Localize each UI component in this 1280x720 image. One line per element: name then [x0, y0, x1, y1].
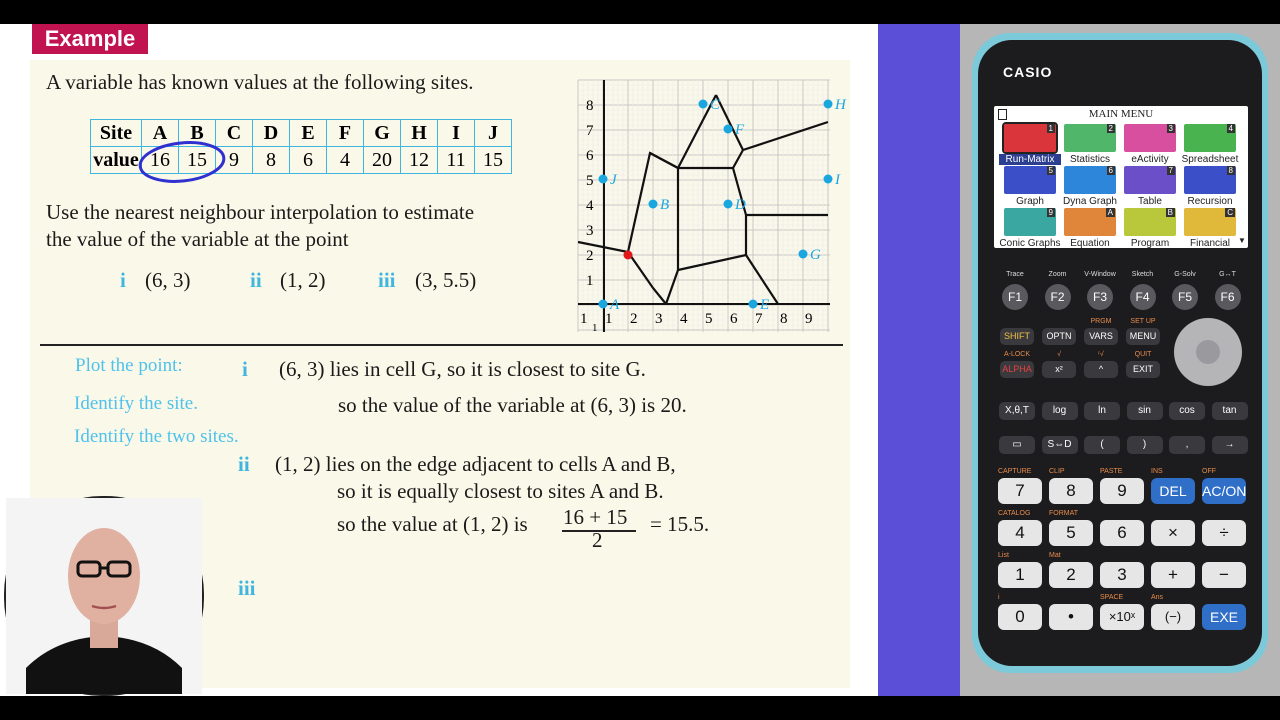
value-cell: 20: [364, 147, 401, 174]
x-tick-label: 1: [605, 311, 613, 327]
presenter-image: [6, 498, 202, 694]
key-function[interactable]: cos: [1169, 402, 1205, 420]
menu-tile-number: A: [1107, 208, 1113, 217]
menu-tile-number: 8: [1228, 166, 1233, 175]
y-tick-label: 1: [586, 273, 594, 289]
x-tick-label: 9: [805, 311, 813, 327]
fkey-f6[interactable]: F6: [1215, 284, 1241, 310]
x-tick-label: 2: [630, 311, 638, 327]
graph-query-point: [624, 251, 633, 260]
question-line-2: the value of the variable at the point: [46, 227, 349, 251]
site-cell: E: [290, 120, 327, 147]
part-i-point: (6, 3): [145, 268, 191, 292]
site-label: E: [760, 297, 770, 313]
menu-tile-icon[interactable]: [1004, 124, 1056, 152]
fraction-numerator: 16 + 15: [563, 505, 628, 529]
y-tick-label: 2: [586, 248, 594, 264]
key-exit[interactable]: EXIT: [1126, 361, 1160, 378]
value-cell: 4: [327, 147, 364, 174]
key-secondary-label: CLIP: [1049, 468, 1065, 475]
key-secondary-label: QUIT: [1134, 351, 1152, 358]
menu-tile-number: B: [1167, 208, 1173, 217]
key-num[interactable]: 4: [998, 520, 1042, 546]
menu-tile-icon[interactable]: [1064, 208, 1116, 236]
key-num[interactable]: −: [1202, 562, 1246, 588]
menu-tile-icon[interactable]: [1064, 166, 1116, 194]
key-num[interactable]: EXE: [1202, 604, 1246, 630]
handwritten-circle-annotation: [136, 138, 228, 190]
key-secondary-label: INS: [1151, 468, 1163, 475]
dpad-center: [1196, 340, 1220, 364]
key-num[interactable]: 0: [998, 604, 1042, 630]
site-cell: B: [179, 120, 216, 147]
part-i-label: i: [120, 268, 126, 292]
value-cell: 15: [475, 147, 512, 174]
key-function[interactable]: tan: [1212, 402, 1248, 420]
site-point: [649, 200, 658, 209]
menu-tile-label[interactable]: Recursion: [1187, 196, 1233, 207]
key-secondary-label: CATALOG: [998, 510, 1031, 517]
key-function[interactable]: ▭: [999, 436, 1035, 454]
key-num[interactable]: AC/ON: [1202, 478, 1246, 504]
part-ii-label: ii: [250, 268, 262, 292]
key-caret[interactable]: ^: [1084, 361, 1118, 378]
site-label: G: [810, 247, 821, 263]
question-line-1: Use the nearest neighbour interpolation to estimate: [46, 200, 475, 224]
key-secondary-label: √: [1057, 351, 1061, 358]
scroll-down-icon: ▼: [1238, 236, 1246, 245]
menu-tile-icon[interactable]: [1124, 208, 1176, 236]
menu-tile-label[interactable]: Dyna Graph: [1063, 196, 1117, 207]
fkey-f1[interactable]: F1: [1002, 284, 1028, 310]
site-cell: A: [142, 120, 179, 147]
menu-tile-label[interactable]: Graph: [1016, 196, 1044, 207]
site-label: C: [710, 97, 721, 113]
key-num[interactable]: 5: [1049, 520, 1093, 546]
y-tick-label: 7: [586, 123, 594, 139]
sol-i-line2: so the value of the variable at (6, 3) is 20.: [338, 393, 687, 417]
menu-title: MAIN MENU: [1088, 108, 1154, 120]
sol-ii-result: = 15.5.: [650, 512, 710, 536]
site-point: [599, 175, 608, 184]
key-secondary-label: PASTE: [1100, 468, 1123, 475]
x-tick-label: 5: [705, 311, 713, 327]
site-cell: H: [401, 120, 438, 147]
hint-identify-site: Identify the site.: [74, 393, 198, 414]
memo-icon: [998, 109, 1007, 120]
value-cell: 6: [290, 147, 327, 174]
key-num[interactable]: •: [1049, 604, 1093, 630]
x-tick-label: 7: [755, 311, 763, 327]
key-optn[interactable]: OPTN: [1042, 328, 1076, 345]
key-menu[interactable]: MENU: [1126, 328, 1160, 345]
intro-text: A variable has known values at the following sites.: [46, 70, 474, 94]
menu-tile-label[interactable]: Conic Graphs: [999, 238, 1061, 249]
key-num[interactable]: 6: [1100, 520, 1144, 546]
example-tag: Example: [32, 24, 148, 54]
hint-plot-point: Plot the point:: [75, 355, 183, 376]
key-function[interactable]: (: [1084, 436, 1120, 454]
menu-tile-icon[interactable]: [1004, 208, 1056, 236]
key-num[interactable]: 8: [1049, 478, 1093, 504]
key-secondary-label: SET UP: [1130, 318, 1156, 325]
key-secondary-label: Ans: [1151, 594, 1164, 601]
dpad[interactable]: [1174, 318, 1242, 386]
site-label: J: [610, 172, 617, 188]
key-num[interactable]: (−): [1151, 604, 1195, 630]
divider: [40, 344, 843, 346]
x-tick-label: 8: [780, 311, 788, 327]
value-cell: 9: [216, 147, 253, 174]
menu-tile-label[interactable]: Spreadsheet: [1181, 154, 1239, 165]
site-cell: F: [327, 120, 364, 147]
key-function[interactable]: S⇔D: [1042, 436, 1078, 454]
menu-tile-label[interactable]: Program: [1130, 238, 1170, 249]
presenter-webcam: [4, 496, 204, 696]
fkey-label: G↔T: [1219, 271, 1236, 278]
site-point: [699, 100, 708, 109]
key-secondary-label: ʳ√: [1098, 351, 1104, 358]
key-function[interactable]: log: [1042, 402, 1078, 420]
key-num[interactable]: 7: [998, 478, 1042, 504]
x-tick-label: 6: [730, 311, 738, 327]
fkey-label: V-Window: [1084, 271, 1116, 278]
sol-i-line1: (6, 3) lies in cell G, so it is closest to site G.: [279, 357, 646, 381]
calculator-brand: CASIO: [1003, 64, 1053, 80]
key-square[interactable]: x²: [1042, 361, 1076, 378]
key-num[interactable]: 9: [1100, 478, 1144, 504]
key-secondary-label: CAPTURE: [998, 468, 1032, 475]
site-cell: I: [438, 120, 475, 147]
menu-tile-label[interactable]: Table: [1138, 196, 1162, 207]
sol-ii-label: ii: [238, 452, 250, 476]
site-label: A: [610, 297, 620, 313]
key-num[interactable]: ÷: [1202, 520, 1246, 546]
key-num[interactable]: 1: [998, 562, 1042, 588]
site-cell: J: [475, 120, 512, 147]
sol-ii-line3: so the value at (1, 2) is: [337, 512, 528, 536]
value-cell: 16: [142, 147, 179, 174]
key-function[interactable]: sin: [1127, 402, 1163, 420]
sol-ii-line2: so it is equally closest to sites A and B.: [337, 479, 664, 503]
sol-i-label: i: [242, 357, 248, 381]
menu-tile-label[interactable]: Run-Matrix: [999, 154, 1061, 165]
menu-tile-label[interactable]: Financial: [1189, 238, 1231, 249]
key-num[interactable]: DEL: [1151, 478, 1195, 504]
site-point: [724, 125, 733, 134]
fkey-label: G-Solv: [1174, 271, 1196, 278]
key-secondary-label: A-LOCK: [1003, 351, 1031, 358]
side-strip: [878, 24, 960, 696]
menu-tile-number: 5: [1048, 166, 1053, 175]
key-function[interactable]: ,: [1169, 436, 1205, 454]
voronoi-graph: [578, 80, 846, 334]
key-secondary-label: PRGM: [1090, 318, 1112, 325]
value-cell: 8: [253, 147, 290, 174]
menu-tile-number: 1: [1048, 124, 1053, 133]
y-tick-label: 5: [586, 173, 594, 189]
y-tick-label: 1: [592, 322, 598, 334]
fkey-f4[interactable]: F4: [1130, 284, 1156, 310]
site-point: [799, 250, 808, 259]
key-num[interactable]: ×: [1151, 520, 1195, 546]
menu-tile-label[interactable]: eActivity: [1131, 154, 1169, 165]
key-function[interactable]: ): [1127, 436, 1163, 454]
menu-tile-number: 6: [1108, 166, 1113, 175]
key-secondary-label: List: [998, 552, 1009, 559]
site-point: [824, 100, 833, 109]
x-tick-label: 3: [655, 311, 663, 327]
menu-tile-number: 7: [1168, 166, 1173, 175]
part-iii-point: (3, 5.5): [415, 268, 477, 292]
fkey-f5[interactable]: F5: [1172, 284, 1198, 310]
x-tick-label: 4: [680, 311, 688, 327]
site-label: D: [735, 197, 746, 213]
site-label: B: [660, 197, 670, 213]
value-header: value: [91, 147, 142, 174]
site-cell: G: [364, 120, 401, 147]
query-point: [624, 251, 633, 260]
y-tick-label: 8: [586, 98, 594, 114]
key-secondary-label: Mat: [1049, 552, 1061, 559]
voronoi-edge: [650, 153, 678, 304]
key-alpha[interactable]: ALPHA: [1000, 361, 1034, 378]
site-point: [724, 200, 733, 209]
site-point: [599, 300, 608, 309]
value-cell: 11: [438, 147, 475, 174]
menu-tile-label[interactable]: Statistics: [1069, 154, 1110, 165]
key-secondary-label: FORMAT: [1049, 510, 1079, 517]
menu-tile-icon[interactable]: [1004, 166, 1056, 194]
key-num[interactable]: +: [1151, 562, 1195, 588]
hint-identify-two-sites: Identify the two sites.: [74, 426, 239, 447]
value-cell: 15: [179, 147, 216, 174]
menu-tile-icon[interactable]: [1184, 166, 1236, 194]
site-label: F: [735, 122, 745, 138]
menu-tile-number: 4: [1228, 124, 1233, 133]
menu-tile-icon[interactable]: [1124, 124, 1176, 152]
fkey-f2[interactable]: F2: [1045, 284, 1071, 310]
y-tick-label: 4: [586, 198, 594, 214]
voronoi-edge: [733, 168, 778, 304]
key-vars[interactable]: VARS: [1084, 328, 1118, 345]
y-tick-label: 3: [586, 223, 594, 239]
menu-tile-icon[interactable]: [1124, 166, 1176, 194]
part-ii-point: (1, 2): [280, 268, 326, 292]
fkey-label: Zoom: [1048, 271, 1067, 278]
menu-tile-icon[interactable]: [1184, 124, 1236, 152]
menu-tile-number: C: [1227, 208, 1233, 217]
y-tick-label: 6: [586, 148, 594, 164]
site-cell: D: [253, 120, 290, 147]
fraction-denominator: 2: [592, 528, 603, 552]
menu-tile-icon[interactable]: [1184, 208, 1236, 236]
fkey-f3[interactable]: F3: [1087, 284, 1113, 310]
menu-tile-icon[interactable]: [1064, 124, 1116, 152]
site-point: [824, 175, 833, 184]
menu-tile-number: 3: [1168, 124, 1173, 133]
key-num[interactable]: 2: [1049, 562, 1093, 588]
site-header: Site: [91, 120, 142, 147]
fkey-label: Sketch: [1131, 271, 1154, 278]
site-label: H: [835, 97, 846, 113]
key-secondary-label: i: [998, 594, 1000, 601]
key-secondary-label: OFF: [1202, 468, 1216, 475]
key-function[interactable]: X,θ,T: [999, 402, 1035, 420]
menu-tile-number: 2: [1108, 124, 1113, 133]
sol-ii-line1: (1, 2) lies on the edge adjacent to cells A and B,: [275, 452, 676, 476]
key-function[interactable]: →: [1212, 436, 1248, 454]
key-shift[interactable]: SHIFT: [1000, 328, 1034, 345]
menu-tile-number: 9: [1048, 208, 1053, 217]
key-function[interactable]: ln: [1084, 402, 1120, 420]
key-num[interactable]: 3: [1100, 562, 1144, 588]
key-num[interactable]: ×10ˣ: [1100, 604, 1144, 630]
menu-tile-label[interactable]: Equation: [1070, 238, 1110, 249]
sol-iii-label: iii: [238, 576, 256, 600]
x-tick-label: 1: [580, 311, 588, 327]
calculator-screen: [994, 106, 1248, 248]
site-label: I: [835, 172, 840, 188]
site-point: [749, 300, 758, 309]
value-cell: 12: [401, 147, 438, 174]
part-iii-label: iii: [378, 268, 396, 292]
key-secondary-label: SPACE: [1100, 594, 1124, 601]
site-cell: C: [216, 120, 253, 147]
fkey-label: Trace: [1006, 271, 1024, 278]
